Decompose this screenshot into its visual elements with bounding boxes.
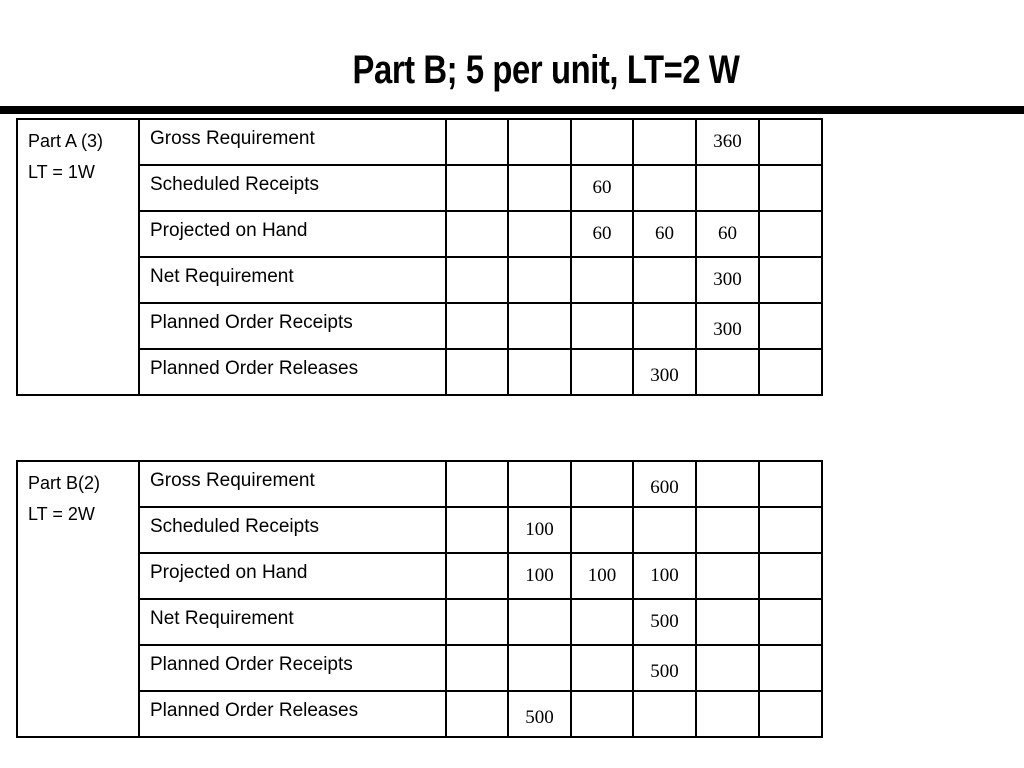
period-cell: [508, 599, 571, 645]
period-cell: [696, 691, 759, 737]
period-cell: [446, 303, 508, 349]
row-label: Planned Order Receipts: [139, 645, 446, 691]
period-cell: [571, 645, 633, 691]
period-cell: [759, 303, 822, 349]
period-cell: [759, 165, 822, 211]
part-info-cell: [17, 119, 139, 395]
period-cell: 300: [696, 303, 759, 349]
period-cell: [508, 349, 571, 395]
period-cell: [571, 461, 633, 507]
period-cell: [446, 461, 508, 507]
row-label: Scheduled Receipts: [139, 165, 446, 211]
period-cell: [633, 119, 696, 165]
period-cell: 100: [633, 553, 696, 599]
period-cell: [633, 257, 696, 303]
period-cell: [508, 303, 571, 349]
period-cell: 60: [571, 165, 633, 211]
period-cell: [696, 599, 759, 645]
period-cell: [696, 553, 759, 599]
period-cell: [696, 349, 759, 395]
period-cell: [446, 211, 508, 257]
period-cell: 60: [633, 211, 696, 257]
period-cell: [446, 119, 508, 165]
period-cell: [571, 119, 633, 165]
part-name: Part A (3): [28, 131, 104, 151]
row-label: Scheduled Receipts: [139, 507, 446, 553]
period-cell: 100: [508, 553, 571, 599]
row-label: Net Requirement: [139, 599, 446, 645]
period-cell: [508, 165, 571, 211]
period-cell: 100: [571, 553, 633, 599]
period-cell: [571, 303, 633, 349]
period-cell: 60: [696, 211, 759, 257]
row-label: Projected on Hand: [139, 211, 446, 257]
period-cell: [633, 303, 696, 349]
period-cell: [759, 349, 822, 395]
period-cell: [759, 691, 822, 737]
period-cell: [446, 165, 508, 211]
mrp-table-part-b: [16, 460, 823, 738]
period-cell: [633, 165, 696, 211]
period-cell: 500: [508, 691, 571, 737]
period-cell: [759, 645, 822, 691]
slide-title: Part B; 5 per unit, LT=2 W: [352, 48, 740, 92]
lead-time: LT = 2W: [28, 504, 95, 524]
period-cell: 600: [633, 461, 696, 507]
period-cell: [759, 507, 822, 553]
row-label: Planned Order Releases: [139, 691, 446, 737]
row-label: Planned Order Releases: [139, 349, 446, 395]
row-label: Projected on Hand: [139, 553, 446, 599]
period-cell: [759, 461, 822, 507]
period-cell: [571, 599, 633, 645]
mrp-table-part-a: [16, 118, 823, 396]
period-cell: [633, 507, 696, 553]
period-cell: [759, 553, 822, 599]
mrp-row-gross-requirement: [17, 461, 822, 507]
period-cell: 500: [633, 599, 696, 645]
row-label: Gross Requirement: [139, 119, 446, 165]
period-cell: 60: [571, 211, 633, 257]
period-cell: [759, 211, 822, 257]
lead-time: LT = 1W: [28, 162, 95, 182]
period-cell: [696, 645, 759, 691]
period-cell: 300: [696, 257, 759, 303]
period-cell: [508, 257, 571, 303]
period-cell: [759, 257, 822, 303]
period-cell: [633, 691, 696, 737]
period-cell: [759, 119, 822, 165]
period-cell: [446, 645, 508, 691]
period-cell: [508, 119, 571, 165]
period-cell: [696, 461, 759, 507]
part-name: Part B(2): [28, 473, 101, 493]
period-cell: [446, 257, 508, 303]
period-cell: [446, 507, 508, 553]
period-cell: [508, 211, 571, 257]
mrp-row-gross-requirement: [17, 119, 822, 165]
period-cell: [759, 599, 822, 645]
title-rule: [0, 106, 1024, 114]
period-cell: [446, 691, 508, 737]
period-cell: 360: [696, 119, 759, 165]
period-cell: [571, 349, 633, 395]
period-cell: [696, 165, 759, 211]
row-label: Planned Order Receipts: [139, 303, 446, 349]
period-cell: [696, 507, 759, 553]
part-info-cell: [17, 461, 139, 737]
row-label: Gross Requirement: [139, 461, 446, 507]
period-cell: 500: [633, 645, 696, 691]
row-label: Net Requirement: [139, 257, 446, 303]
period-cell: [571, 691, 633, 737]
period-cell: 300: [633, 349, 696, 395]
period-cell: [446, 553, 508, 599]
period-cell: [571, 507, 633, 553]
period-cell: [508, 461, 571, 507]
period-cell: 100: [508, 507, 571, 553]
period-cell: [571, 257, 633, 303]
period-cell: [446, 349, 508, 395]
period-cell: [446, 599, 508, 645]
period-cell: [508, 645, 571, 691]
